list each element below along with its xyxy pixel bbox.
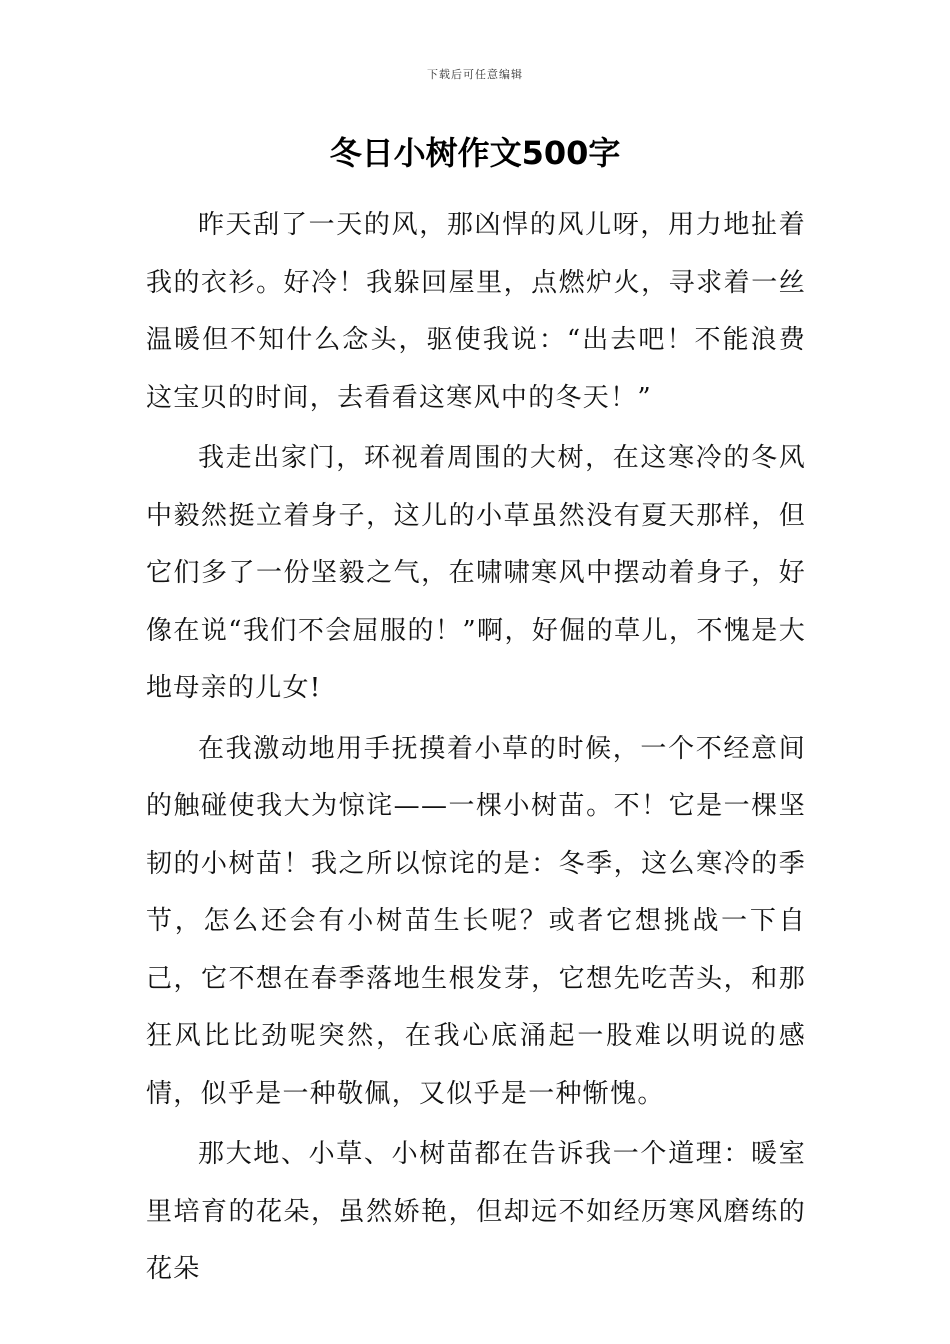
- paragraph-1: 昨天刮了一天的风，那凶悍的风儿呀，用力地扯着我的衣衫。好冷！我躲回屋里，点燃炉火，寻求着一丝温暖但不知什么念头，驱使我说：“出去吧！不能浪费这宝贝的时间，去看看这寒风中的冬天！”: [146, 210, 806, 413]
- paragraph-2: 我走出家门，环视着周围的大树，在这寒冷的冬风中毅然挺立着身子，这儿的小草虽然没有夏天那样，但它们多了一份坚毅之气，在啸啸寒风中摆动着身子，好像在说“我们不会屈服的！”啊，好倔的草儿，不愧是大地母亲的儿女!: [146, 443, 806, 703]
- document-title: 冬日小树作文500字: [329, 134, 621, 172]
- paragraph-3: 在我激动地用手抚摸着小草的时候，一个不经意间的触碰使我大为惊诧——一棵小树苗。不！它是一棵坚韧的小树苗！我之所以惊诧的是：冬季，这么寒冷的季节，怎么还会有小树苗生长呢？或者它想挑战一下自己，它不想在春季落地生根发芽，它想先吃苦头，和那狂风比比劲呢突然，在我心底涌起一股难以明说的感情，似乎是一种敬佩，又似乎是一种惭愧。: [146, 733, 806, 1109]
- document-body: [146, 197, 806, 1302]
- header-note: 下载后可任意编辑: [427, 68, 523, 81]
- paragraph-4: 那大地、小草、小树苗都在告诉我一个道理：暖室里培育的花朵，虽然娇艳，但却远不如经历寒风磨练的花朵: [146, 1139, 806, 1284]
